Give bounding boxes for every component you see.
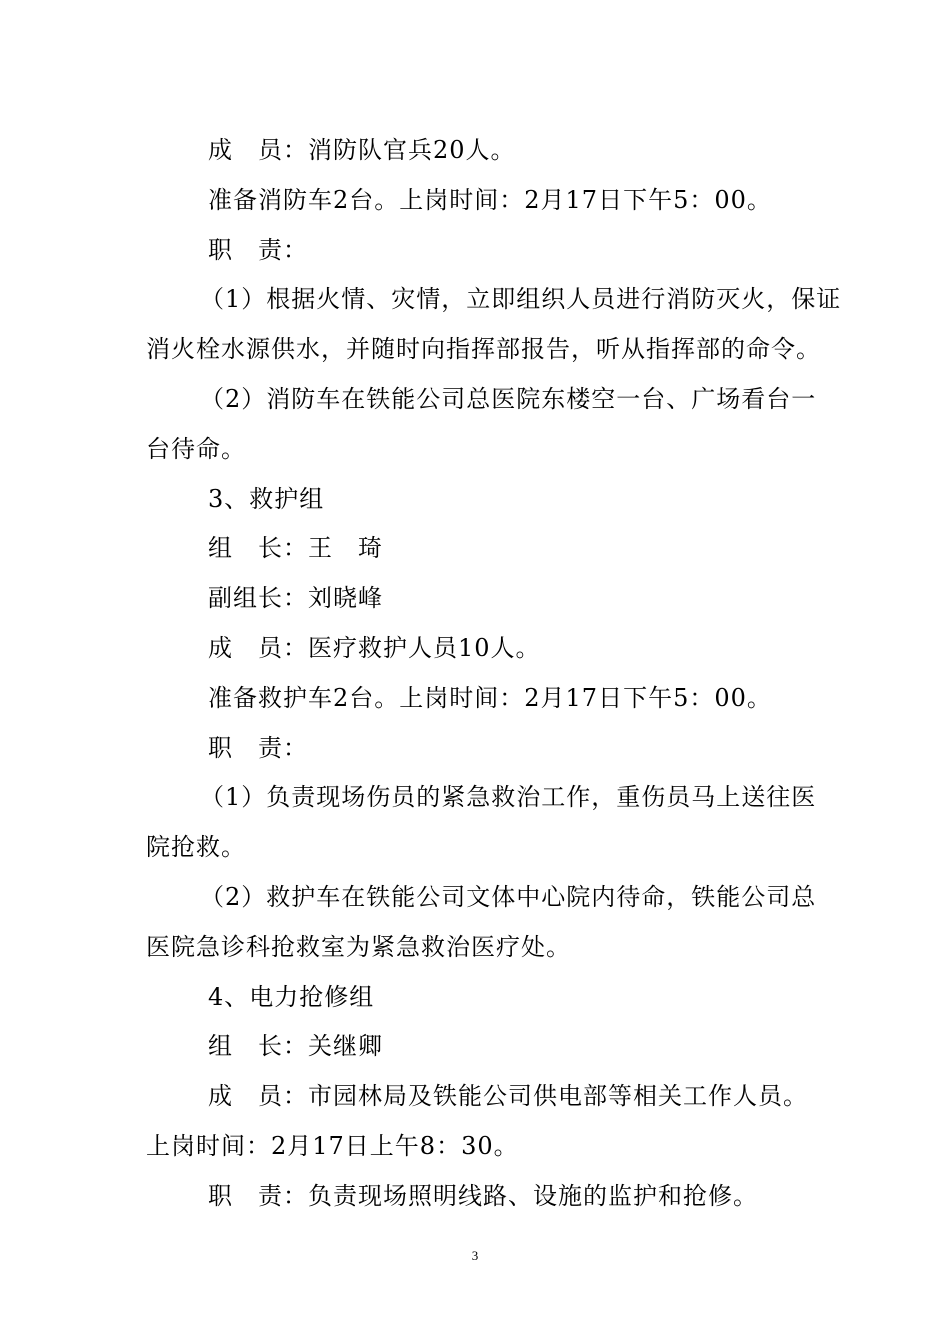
text-line-rescue-duty-1-end: 院抢救。 <box>146 833 246 862</box>
document-body <box>146 126 842 1222</box>
text-line-members-medical: 成 员：医疗救护人员10人。 <box>208 633 541 662</box>
text-line-fire-trucks: 准备消防车2台。上岗时间：2月17日下午5：00。 <box>208 185 772 214</box>
page-number: 3 <box>471 1248 479 1263</box>
section-heading-power-repair: 4、电力抢修组 <box>208 982 375 1011</box>
section-heading-rescue: 3、救护组 <box>208 484 325 513</box>
text-line-power-duties: 职 责：负责现场照明线路、设施的监护和抢修。 <box>208 1181 758 1210</box>
text-line-members-fire: 成 员：消防队官兵20人。 <box>208 136 516 164</box>
text-line-duties-label: 职 责： <box>208 235 308 264</box>
text-line-duty-2-end: 台待命。 <box>146 434 246 463</box>
text-line-duty-2-start: （2）消防车在铁能公司总医院东楼空一台、广场看台一 <box>200 384 817 413</box>
text-line-ambulances: 准备救护车2台。上岗时间：2月17日下午5：00。 <box>208 683 772 712</box>
text-line-rescue-duty-1-start: （1）负责现场伤员的紧急救治工作，重伤员马上送往医 <box>200 783 817 812</box>
text-line-members-power: 成 员：市园林局及铁能公司供电部等相关工作人员。 <box>208 1082 808 1111</box>
text-line-deputy-leader: 副组长：刘晓峰 <box>208 584 383 613</box>
text-line-duties-label-2: 职 责： <box>208 733 308 762</box>
text-line-leader-power: 组 长：关继卿 <box>208 1032 383 1061</box>
text-line-leader: 组 长：王 琦 <box>208 534 383 563</box>
text-line-duty-1-end: 消火栓水源供水，并随时向指挥部报告，听从指挥部的命令。 <box>146 335 821 364</box>
text-line-rescue-duty-2-end: 医院急诊科抢救室为紧急救治医疗处。 <box>146 932 571 961</box>
text-line-duty-1-start: （1）根据火情、灾情，立即组织人员进行消防灭火，保证 <box>200 285 842 314</box>
text-line-power-time: 上岗时间：2月17日上午8：30。 <box>146 1131 519 1160</box>
text-line-rescue-duty-2-start: （2）救护车在铁能公司文体中心院内待命，铁能公司总 <box>200 882 817 911</box>
